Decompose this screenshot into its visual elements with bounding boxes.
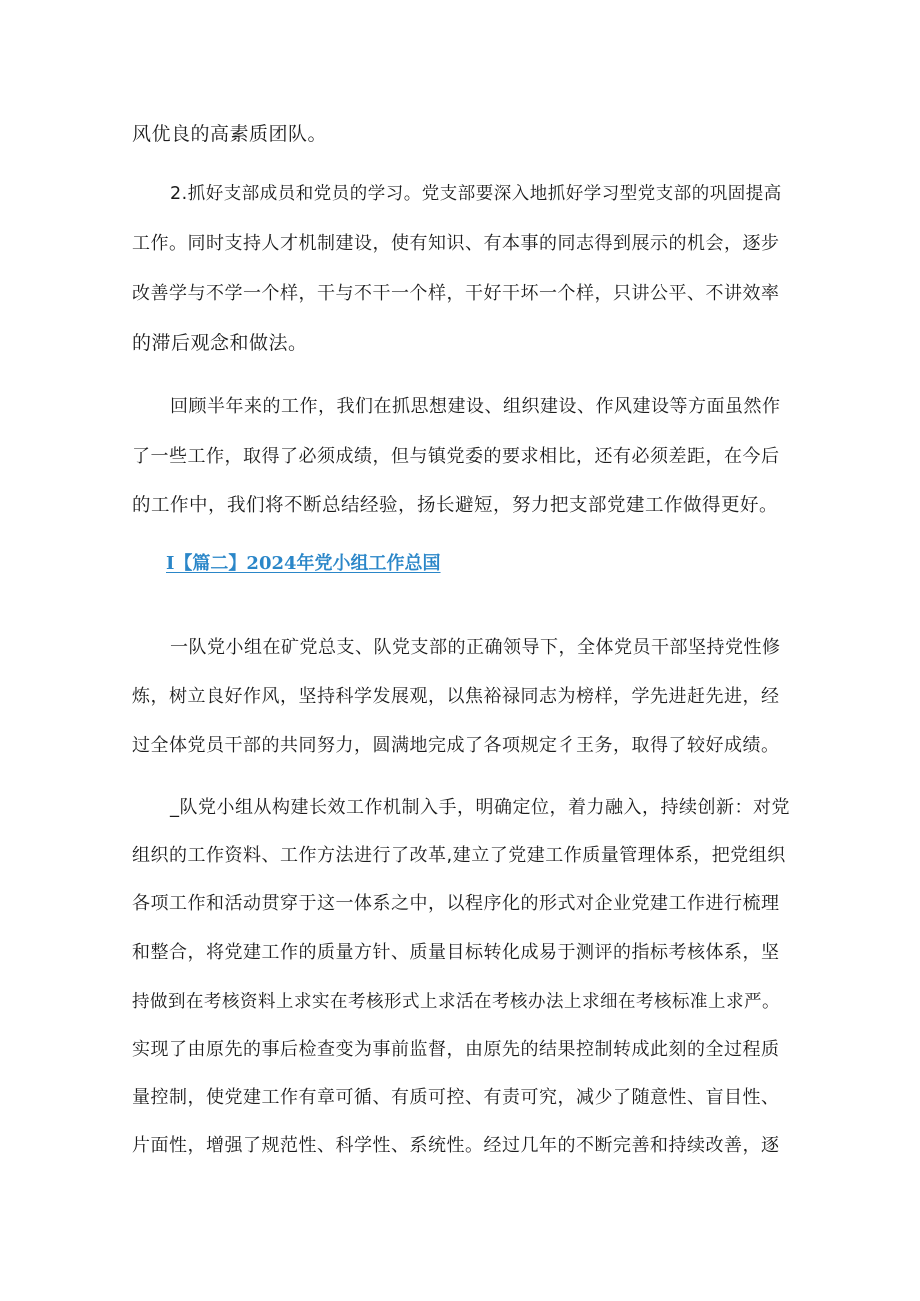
paragraph-line: _队党小组从构建长效工作机制入手，明确定位，着力融入，持续创新：对党 xyxy=(170,797,790,818)
paragraph-line: 和整合，将党建工作的质量方针、质量目标转化成易于测评的指标考核体系，坚 xyxy=(132,942,780,963)
paragraph-line: 回顾半年来的工作，我们在抓思想建设、组织建设、作风建设等方面虽然作 xyxy=(170,396,781,417)
paragraph-line: 了一些工作，取得了必须成绩，但与镇党委的要求相比，还有必须差距，在今后 xyxy=(132,446,780,467)
paragraph-line: 一队党小组在矿党总支、队党支部的正确领导下，全体党员干部坚持党性修 xyxy=(170,637,781,658)
paragraph-line: 组织的工作资料、工作方法进行了改革,建立了党建工作质量管理体系，把党组织 xyxy=(132,845,786,866)
paragraph-line: 改善学与不学一个样，干与不干一个样，干好干坏一个样，只讲公平、不讲效率 xyxy=(132,283,780,304)
paragraph-line: 风优良的高素质团队。 xyxy=(132,123,328,145)
paragraph-line: 炼，树立良好作风，坚持科学发展观，以焦裕禄同志为榜样，学先进赶先进，经 xyxy=(132,686,780,707)
paragraph-line: 过全体党员干部的共同努力，圆满地完成了各项规定彳王务，取得了较好成绩。 xyxy=(132,735,780,756)
paragraph-line: 各项工作和活动贯穿于这一体系之中，以程序化的形式对企业党建工作进行梳理 xyxy=(132,893,780,914)
paragraph-line: 工作。同时支持人才机制建设，使有知识、有本事的同志得到展示的机会，逐步 xyxy=(132,233,780,254)
paragraph-line: 的工作中，我们将不断总结经验，扬长避短，努力把支部党建工作做得更好。 xyxy=(132,495,779,516)
section-heading-link[interactable]: I【篇二】2024年党小组工作总国 xyxy=(166,553,441,574)
paragraph-line: 持做到在考核资料上求实在考核形式上求活在考核办法上求细在考核标准上求严。 xyxy=(132,992,780,1012)
paragraph-line: 2.抓好支部成员和党员的学习。党支部要深入地抓好学习型党支部的巩固提高 xyxy=(170,184,782,204)
paragraph-line: 的滞后观念和做法。 xyxy=(132,332,308,354)
paragraph-line: 实现了由原先的事后检查变为事前监督，由原先的结果控制转成此刻的全过程质 xyxy=(132,1039,780,1060)
paragraph-line: 片面性，增强了规范性、科学性、系统性。经过几年的不断完善和持续改善，逐 xyxy=(132,1135,780,1156)
paragraph-line: 量控制，使党建工作有章可循、有质可控、有责可究，减少了随意性、盲目性、 xyxy=(132,1087,780,1108)
